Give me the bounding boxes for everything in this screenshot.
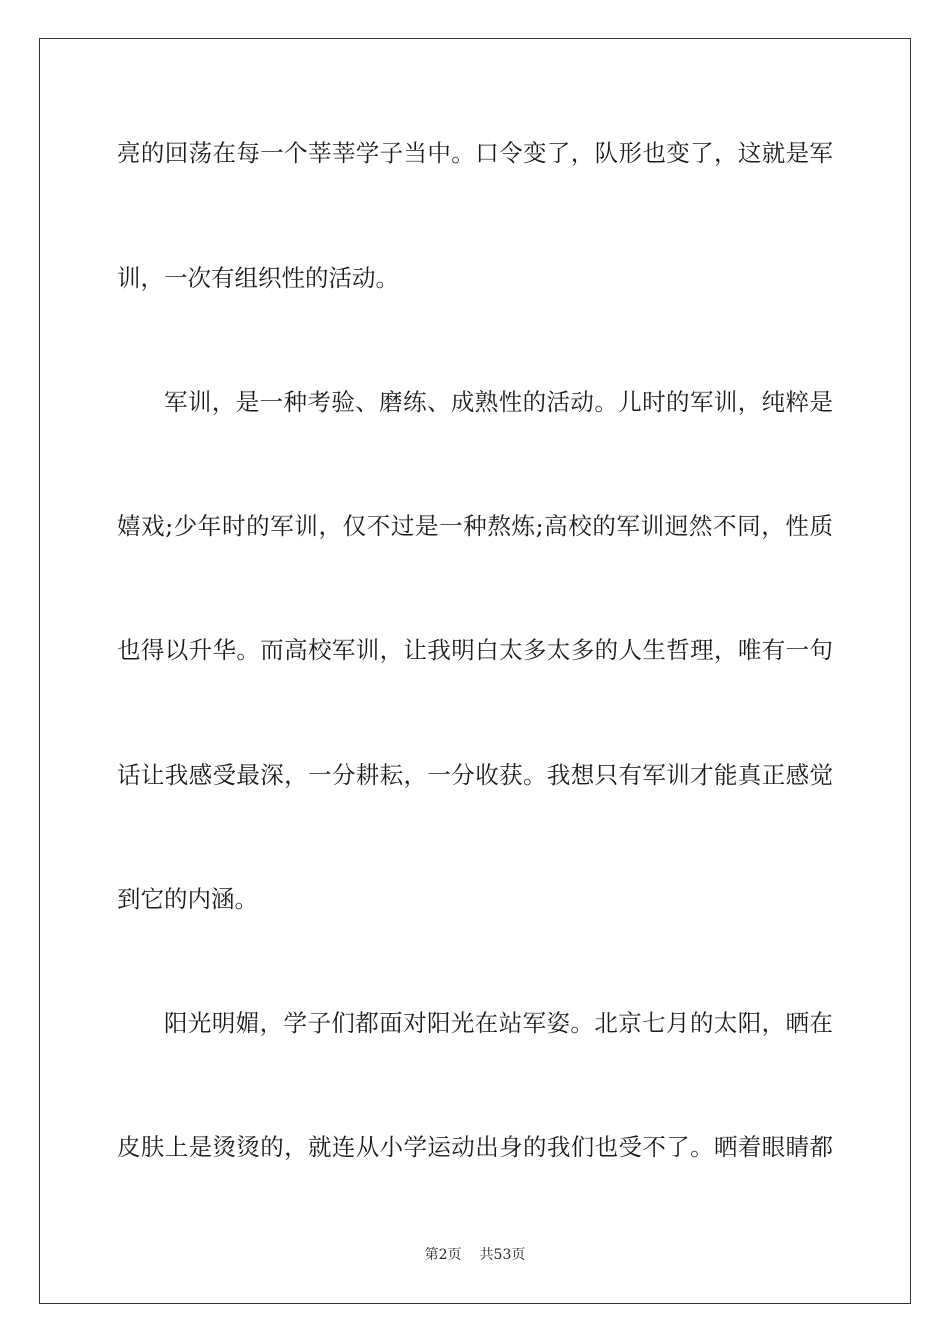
text-line: 亮的回荡在每一个莘莘学子当中。口令变了，队形也变了，这就是军 — [117, 139, 833, 167]
page-total: 共53页 — [479, 1247, 526, 1263]
text-line: 皮肤上是烫烫的，就连从小学运动出身的我们也受不了。晒着眼睛都 — [117, 1133, 833, 1161]
page-footer — [0, 1245, 950, 1265]
page-border — [39, 38, 911, 1304]
text-line: 嬉戏;少年时的军训，仅不过是一种熬炼;高校的军训迥然不同，性质 — [117, 512, 833, 540]
page-number: 第2页 — [424, 1247, 462, 1263]
text-line: 训，一次有组织性的活动。 — [117, 264, 399, 292]
text-line: 话让我感受最深，一分耕耘，一分收获。我想只有军训才能真正感觉 — [117, 761, 833, 789]
text-line: 到它的内涵。 — [117, 885, 258, 913]
text-line: 也得以升华。而高校军训，让我明白太多太多的人生哲理，唯有一句 — [117, 636, 833, 664]
paragraph-start-line: 军训，是一种考验、磨练、成熟性的活动。儿时的军训，纯粹是 — [164, 388, 833, 416]
paragraph-start-line: 阳光明媚，学子们都面对阳光在站军姿。北京七月的太阳，晒在 — [164, 1009, 833, 1037]
